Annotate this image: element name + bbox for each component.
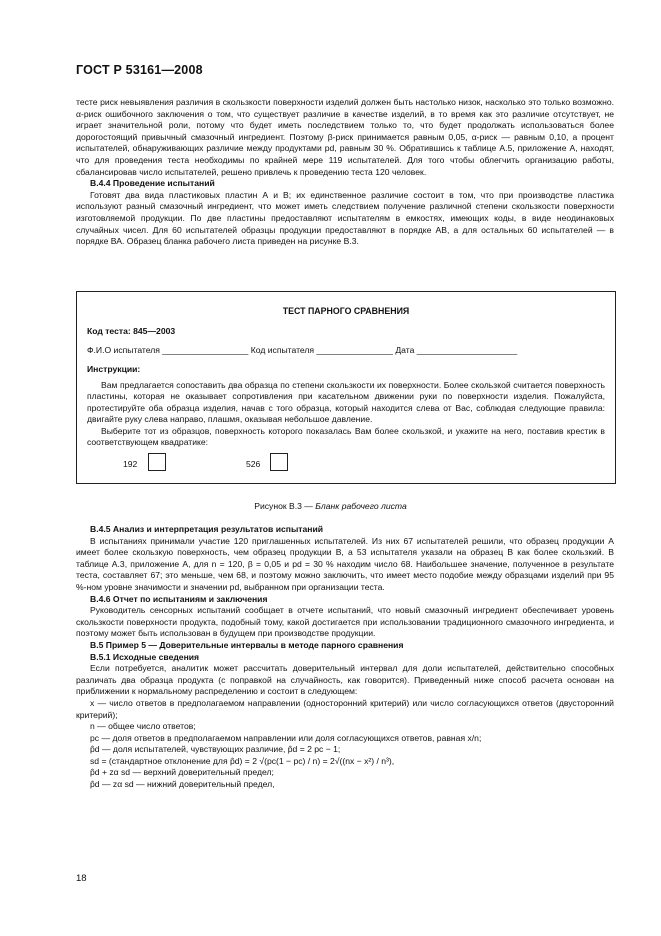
text-block-bottom (76, 524, 614, 791)
paragraph: n — общее число ответов; (90, 721, 196, 732)
sample-code-a: 192 (123, 459, 138, 469)
section-heading: В.4.5 Анализ и интерпретация результатов испытаний (90, 524, 324, 534)
paragraph: p̂d — доля испытателей, чувствующих различие, p̂d = 2 pc − 1; (90, 744, 341, 755)
paragraph: sd = (стандартное отклонение для p̂d) = 2 √(pc(1 − pc) / n) = 2√((nx − x²) / n³), (90, 755, 395, 766)
section-heading: В.5.1 Исходные сведения (90, 651, 200, 662)
section-heading: В.5 Пример 5 — Доверительные интервалы в методе парного сравнения (90, 639, 404, 650)
page-number: 18 (76, 873, 87, 884)
paragraph: тесте риск невыявления различия в скользкости поверхности изделий должен быть настолько низок, насколько это только возможно. α-риск ошибочного заключения о том, что существует различие в качестве изделий, в то время как это различие отсутствует, не играет значительной роли, потому что будет иметь последствием только то, что будет продолжать использоваться более дорогостоящий привычный смазочный ингредиент. Поэтому β-риск принимается равным 0,05, α-риск — равным 0,10, а процент испытателей, обнаруживающих различие между продуктами pd, равным 30 %. Обратившись к таблице А.5, приложение А, находят, что для проведения теста необходимы по крайней мере 119 испытателей. Для того чтобы облегчить организацию работы, сбалансировав число испытателей, решено привлечь к проведению теста 120 человек. (76, 97, 614, 177)
instruction-paragraph: Выберите тот из образцов, поверхность которого показалась Вам более скользкой, и укажите на него, поставив крестик в соответствующем квадратике: (87, 425, 605, 448)
paragraph: pc — доля ответов в предполагаемом направлении или доля согласующихся ответов, равная x/n; (90, 732, 482, 743)
caption-prefix: Рисунок В.3 — (254, 501, 316, 511)
test-code: Код теста: 845—2003 (87, 326, 176, 336)
section-heading: В.4.6 Отчет по испытаниям и заключения (90, 593, 268, 604)
instruction-paragraph: Вам предлагается сопоставить два образца по степени скользкости их поверхности. Более скользкой считается поверхность пластины, которая не оказывает сопротивления при касательном движении руки по поверхности изделия. Пожалуйста, протестируйте оба образца изделия, начав с того образца, который находится слева от Вас, соблюдая следующие правила: двигайте руку слева направо, плашмя, оказывая небольшое давление. (87, 380, 605, 425)
standard-header: ГОСТ Р 53161—2008 (76, 63, 203, 77)
section-heading: В.4.4 Проведение испытаний (90, 178, 215, 189)
paragraph: В испытаниях принимали участие 120 приглашенных испытателей. Из них 67 испытателей решили, что образец продукции А имеет более скользкую поверхность, чем образец продукции В, а 53 испытателя указали на образец В как более скользкий. В таблице А.3, приложение А, для n = 120, β = 0,05 и pd = 30 % находим число 68. Наибольшее значение, полученное в результате теста, составляет 67; это меньше, чем 68, и поэтому можно заключить, что имеет место подобие между образцами изделий при 95 %-ном уровне значимости и значении pd, выбранном при организации теста. (76, 535, 614, 592)
checkbox-sample-a[interactable] (148, 453, 166, 471)
checkbox-sample-b[interactable] (270, 453, 288, 471)
tester-fields: Ф.И.О испытателя __________________ Код испытателя ________________ Дата _____________________ (87, 345, 518, 355)
paragraph: Руководитель сенсорных испытаний сообщает в отчете испытаний, что новый смазочный ингредиент обеспечивает уровень скользкости поверхности продукта, подобный тому, какой достигается при использовании традиционного смазочного ингредиента, и поэтому может быть использован в будущем при производстве продукции. (76, 605, 614, 639)
paragraph: Если потребуется, аналитик может рассчитать доверительный интервал для доли испытателей, действительно способных различать два образца продукта (с поправкой на случайность, как говорится). Приведенный ниже способ расчета основан на приближении к нормальному распределению и состоит в следующем: (76, 663, 614, 697)
figure-caption (0, 501, 661, 511)
instructions-label: Инструкции: (87, 364, 141, 374)
instructions-text (87, 380, 605, 448)
paragraph: p̂d — zα sd — нижний доверительный предел, (90, 779, 275, 790)
paragraph: Готовят два вида пластиковых пластин А и В; их единственное различие состоит в том, что при производстве пластика используют разный смазочный ингредиент, что может иметь следствием получение различной степени скользкости поверхности изготовляемой продукции. По две пластины предоставляют испытателям в емкостях, имеющих коды, в виде неодинаковых случайных чисел. Для 60 испытателей образцы продукции предоставляют в порядке АВ, а для остальных 60 испытателей — в порядке ВА. Образец бланка рабочего листа приведен на рисунке В.3. (76, 189, 614, 247)
sample-code-b: 526 (246, 459, 261, 469)
paragraph: x — число ответов в предполагаемом направлении (односторонний критерий) или число согласующихся ответов (двусторонний критерий); (76, 697, 614, 720)
worksheet-form (76, 291, 616, 484)
paragraph: p̂d + zα sd — верхний доверительный предел; (90, 767, 274, 778)
form-title: ТЕСТ ПАРНОГО СРАВНЕНИЯ (282, 306, 410, 316)
caption-text: Бланк рабочего листа (315, 501, 407, 511)
text-block-top (76, 97, 614, 248)
